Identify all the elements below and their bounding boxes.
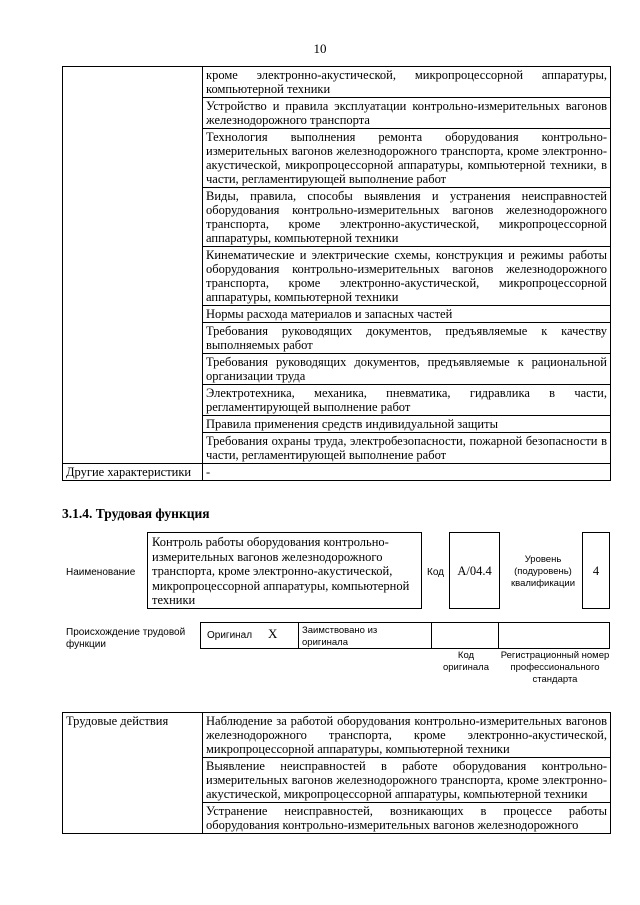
original-mark: X: [268, 626, 278, 641]
table-row: [63, 713, 611, 758]
table-row: [63, 67, 611, 98]
knowledge-item: Требования охраны труда, электробезопасности, пожарной безопасности в части, регламентирующей выполнение работ: [203, 433, 611, 464]
function-name-box: Контроль работы оборудования контрольно-измерительных вагонов железнодорожного транспорта, кроме электронно-акустической, микропроцессорной аппаратуры, компьютерной техники: [147, 532, 422, 609]
code-label: Код: [427, 567, 445, 578]
other-characteristics-value: -: [203, 464, 611, 481]
page-number: 10: [313, 41, 327, 56]
knowledge-item: Кинематические и электрические схемы, конструкция и режимы работы оборудования контрольно-измерительных вагонов железнодорожного транспорта, кроме электронно-акустической, микропроцессорной аппаратуры, компьютерной техники: [203, 247, 611, 306]
knowledge-item: Устройство и правила эксплуатации контрольно-измерительных вагонов железнодорожного транспорта: [203, 98, 611, 129]
section-heading: 3.1.4. Трудовая функция: [62, 506, 210, 521]
knowledge-item: Технология выполнения ремонта оборудования контрольно-измерительных вагонов железнодорожного транспорта, кроме электронно-акустической, микропроцессорной аппаратуры, компьютерной техники, в части, регламентирующей выполнение работ: [203, 129, 611, 188]
borrowed-label: Заимствовано из оригинала: [302, 625, 378, 648]
function-code-box: A/04.4: [449, 532, 500, 609]
level-label: Уровень (подуровень) квалификации: [510, 554, 576, 589]
knowledge-item: Виды, правила, способы выявления и устранения неисправностей оборудования контрольно-измерительных вагонов железнодорожного транспорта, кроме электронно-акустической, микропроцессорной аппаратуры, компьютерной техники: [203, 188, 611, 247]
origin-label: Происхождение трудовой функции: [66, 627, 186, 650]
other-characteristics-label: Другие характеристики: [63, 464, 203, 481]
table-row: [63, 464, 611, 481]
reg-number-caption: Регистрационный номер профессионального стандарта: [500, 650, 610, 685]
level-value-box: 4: [582, 532, 610, 609]
knowledge-item: Нормы расхода материалов и запасных частей: [203, 306, 611, 323]
knowledge-item: Требования руководящих документов, предъявляемые к качеству выполняемых работ: [203, 323, 611, 354]
name-label: Наименование: [66, 567, 136, 578]
knowledge-item: Электротехника, механика, пневматика, гидравлика в части, регламентирующей выполнение работ: [203, 385, 611, 416]
knowledge-table: [62, 66, 611, 481]
knowledge-label-cell: [63, 67, 203, 464]
labor-actions-label: Трудовые действия: [63, 713, 203, 834]
labor-actions-table: [62, 712, 611, 834]
knowledge-item: кроме электронно-акустической, микропроцессорной аппаратуры, компьютерной техники: [203, 67, 611, 98]
knowledge-item: Требования руководящих документов, предъявляемые к рациональной организации труда: [203, 354, 611, 385]
knowledge-item: Правила применения средств индивидуальной защиты: [203, 416, 611, 433]
original-label: Оригинал: [207, 630, 253, 641]
code-original-caption: Код оригинала: [442, 650, 489, 673]
labor-action-item: Наблюдение за работой оборудования контрольно-измерительных вагонов железнодорожного транспорта, кроме электронно-акустической, микропроцессорной аппаратуры, компьютерной техники: [203, 713, 611, 758]
labor-action-item: Выявление неисправностей в работе оборудования контрольно-измерительных вагонов железнодорожного транспорта, кроме электронно-акустической, микропроцессорной аппаратуры, компьютерной техники: [203, 758, 611, 803]
labor-action-item: Устранение неисправностей, возникающих в процессе работы оборудования контрольно-измерительных вагонов железнодорожного: [203, 803, 611, 834]
